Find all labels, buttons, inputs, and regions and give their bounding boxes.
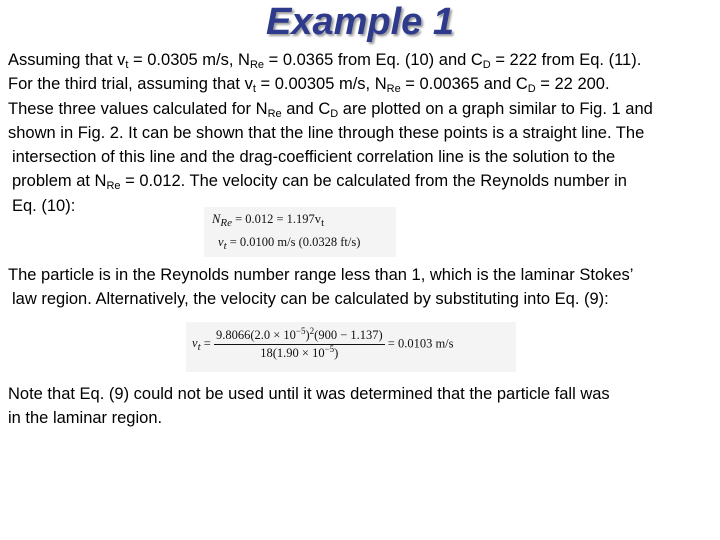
text-line: For the third trial, assuming that $v_t = 0.00305$ m/s, $N_{Re} = 0.00365$ and $C_D = 22$ 200.	[8, 75, 610, 96]
equation-reynolds	[204, 207, 396, 257]
text-line: problem at $N_{Re} = 0.012$. The velocity can be calculated from the Reynolds number in	[12, 172, 627, 193]
equation-line: $v_t$ = $\frac{9.8066(2.0 \times 10^{-5})^2(900 - 1.137)}{18(1.90 \times 10^{-5})}$ = 0.0103 m/s	[192, 326, 454, 360]
text-line: The particle is in the Reynolds number range less than 1, which is the laminar Stokes’	[8, 266, 634, 284]
paragraph-laminar-region	[8, 263, 714, 312]
text-line: Assuming that $v_t = 0.0305$ m/s, $N_{Re} = 0.0365$ from Eq. (10) and $C_D = 222$ from Eq. (11).	[8, 51, 642, 71]
fraction	[214, 328, 385, 361]
text-line: Eq. (10):	[12, 196, 76, 215]
paragraph-note	[8, 382, 714, 431]
fraction-numerator: $9.8066(2.0 \times 10^{-5})^2(900 - 1.137)$	[214, 328, 385, 345]
slide-title: Example 1	[266, 1, 454, 43]
text-line: intersection of this line and the drag-coefficient correlation line is the solution to the	[12, 148, 616, 167]
text-line: law region. Alternatively, the velocity can be calculated by substituting into Eq. (9):	[12, 290, 609, 309]
fraction-denominator: $18(1.90 \times 10^{-5})$	[260, 344, 339, 360]
paragraph-trials	[8, 48, 714, 218]
text-line: These three values calculated for $N_{Re}$ and $C_D$ are plotted on a graph similar to Fig. 1 and	[8, 99, 653, 120]
text-line: in the laminar region.	[8, 409, 163, 428]
equation-line: $v_t = 0.0100$ m/s (0.0328 ft/s)	[218, 235, 361, 252]
equation-stokes	[186, 322, 516, 372]
text-line: shown in Fig. 2. It can be shown that the line through these points is a straight line. The	[8, 123, 645, 142]
equation-line: $N_{Re} = 0.012 = 1.197v_t$	[212, 212, 325, 229]
text-line: Note that Eq. (9) could not be used until it was determined that the particle fall was	[8, 385, 610, 403]
